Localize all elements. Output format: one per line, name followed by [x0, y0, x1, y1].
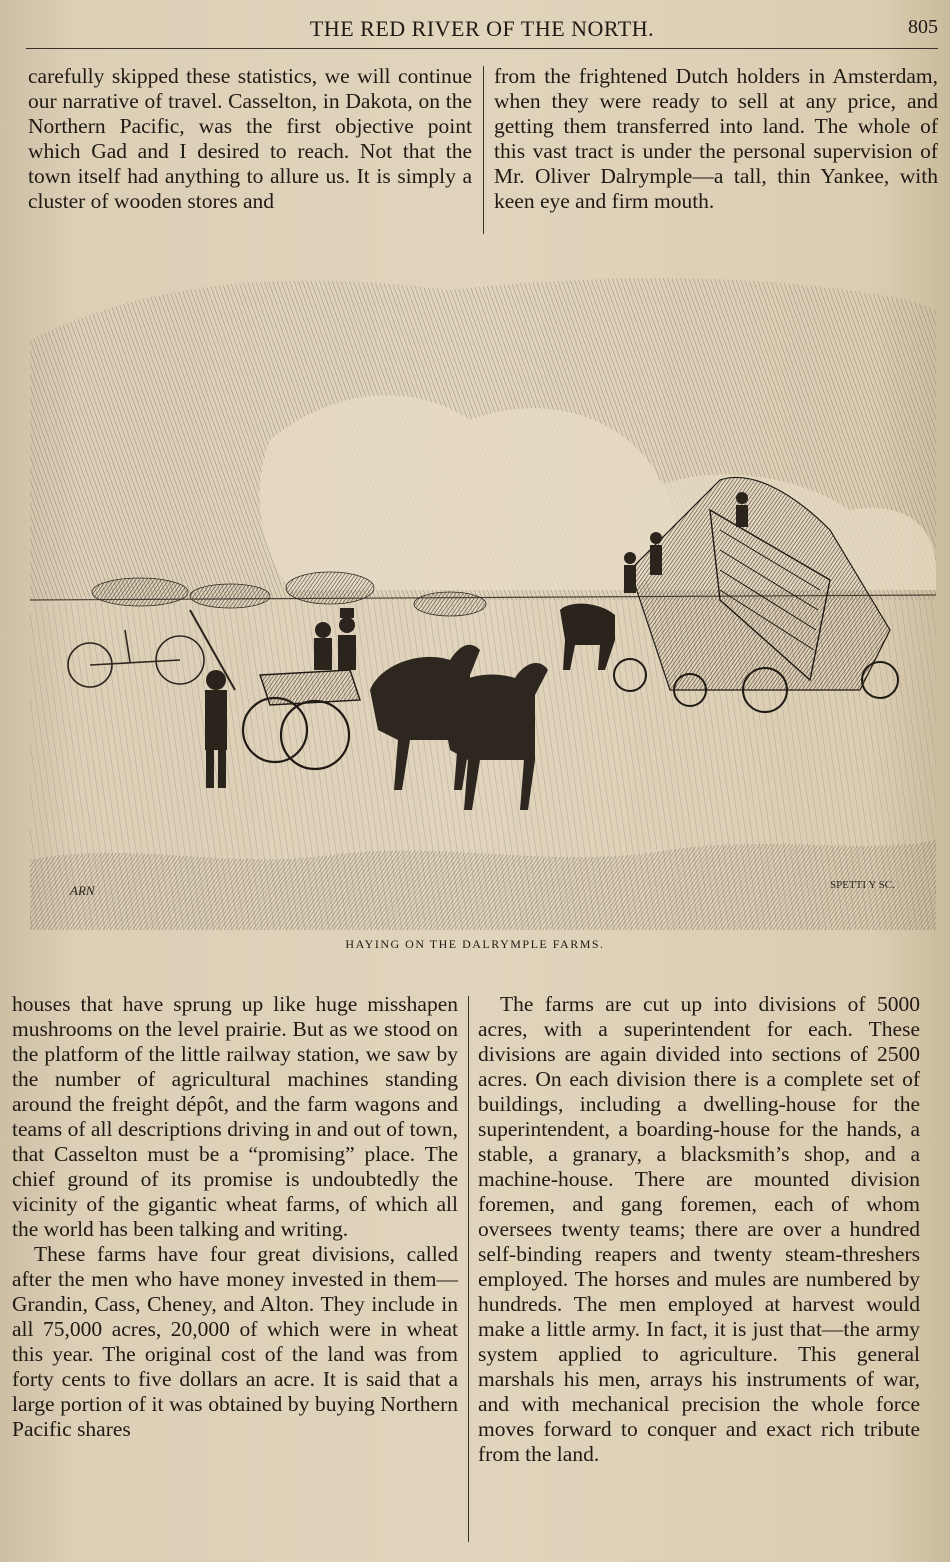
paragraph: These farms have four great divisions, called after the men who have money invested in them—Grandin, Cass, Cheney, and Alton. They include in all 75,000 acres, 20,000 of which were in wheat this year. The original cost of the land was from forty cents to five dollars an acre. It is said that a large portion of it was obtained by buying Northern Pacific shares — [12, 1242, 458, 1441]
column-divider-bottom — [468, 996, 469, 1542]
engraver-signature-left: ARN — [70, 883, 95, 898]
column-top-right — [494, 64, 938, 214]
engraver-signature-right: SPETTI Y SC. — [830, 879, 895, 891]
column-top-left — [28, 64, 472, 214]
page-number: 805 — [908, 16, 938, 38]
column-divider-top — [483, 66, 484, 234]
paragraph: carefully skipped these statistics, we will continue our narrative of travel. Casselton, in Dakota, on the Northern Pacific, was the first objective point which Gad and I desired to reach. Not that the town itself had anything to allure us. It is simply a cluster of wooden stores and — [28, 64, 472, 213]
column-bottom-left — [12, 992, 458, 1442]
column-bottom-right — [478, 992, 920, 1467]
running-head — [26, 14, 938, 49]
paragraph: houses that have sprung up like huge misshapen mushrooms on the level prairie. But as we stood on the platform of the little railway station, we saw by the number of agricultural machines standing around the freight dépôt, and the farm wagons and teams of all descriptions driving in and out of town, that Casselton must be a “promising” place. The chief ground of its promise is undoubtedly the vicinity of the gigantic wheat farms, of which all the world has been talking and writing. — [12, 992, 458, 1241]
paragraph: from the frightened Dutch holders in Amsterdam, when they were ready to sell at any price, and getting them transferred into land. The whole of this vast tract is under the personal supervision of Mr. Oliver Dalrymple—a tall, thin Yankee, with keen eye and firm mouth. — [494, 64, 938, 213]
paragraph: The farms are cut up into divisions of 5000 acres, with a superintendent for each. These divisions are again divided into sections of 2500 acres. On each division there is a complete set of buildings, including a dwelling-house for the superintendent, a boarding-house for the hands, a stable, a granary, a blacksmith’s shop, and a machine-house. There are mounted division foremen, and gang foremen, each of whom oversees twenty teams; there are over a hundred self-binding reapers and twenty steam-threshers employed. The horses and mules are numbered by hundreds. The men employed at harvest would make a little army. In fact, it is just that—the army system applied to agriculture. This general marshals his men, arrays his instruments of war, and with mechanical precision the whole force moves forward to conquer and exact rich tribute from the land. — [478, 992, 920, 1466]
running-title: THE RED RIVER OF THE NORTH. — [309, 16, 655, 41]
engraving-haying-illustration — [30, 270, 936, 930]
illustration-caption: HAYING ON THE DALRYMPLE FARMS. — [345, 937, 605, 951]
